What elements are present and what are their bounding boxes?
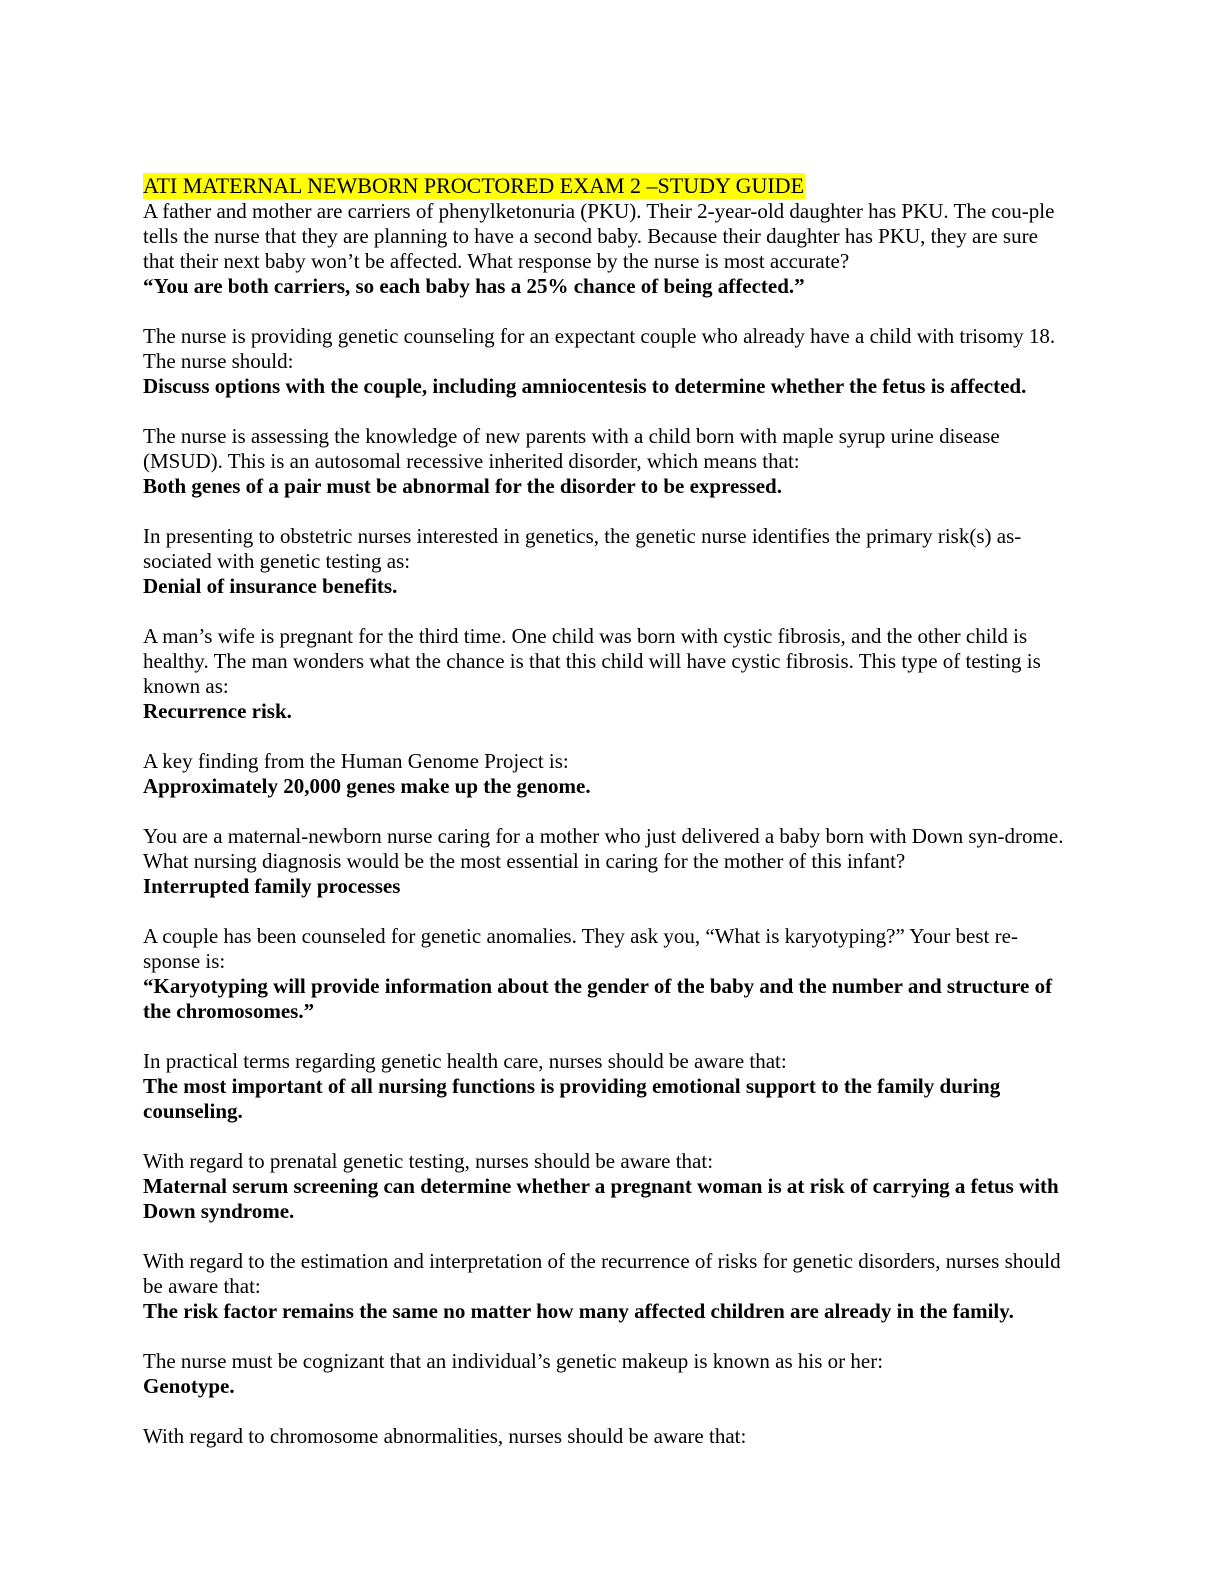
answer-text: Maternal serum screening can determine whether a pregnant woman is at risk of carrying a fetus with Down syndrome. bbox=[143, 1174, 1059, 1223]
qa-item-8 bbox=[143, 924, 1068, 1024]
question-text: A father and mother are carriers of phenylketonuria (PKU). Their 2-year-old daughter has PKU. The cou-ple tells the nurse that they are planning to have a second baby. Because their daughter has PKU, they are sure that their next baby won’t be affected. What response by the nurse is most accurate? bbox=[143, 199, 1055, 273]
question-text: The nurse is providing genetic counseling for an expectant couple who already have a child with trisomy 18. The nurse should: bbox=[143, 324, 1056, 373]
question-text: In presenting to obstetric nurses interested in genetics, the genetic nurse identifies the primary risk(s) as-sociated with genetic testing as: bbox=[143, 524, 1022, 573]
qa-item-5 bbox=[143, 624, 1068, 724]
answer-text: Recurrence risk. bbox=[143, 699, 292, 723]
question-text: The nurse is assessing the knowledge of new parents with a child born with maple syrup urine disease (MSUD). This is an autosomal recessive inherited disorder, which means that: bbox=[143, 424, 1000, 473]
qa-item-1 bbox=[143, 199, 1068, 299]
qa-item-11 bbox=[143, 1249, 1068, 1324]
qa-item-13 bbox=[143, 1424, 1068, 1449]
answer-text: Genotype. bbox=[143, 1374, 235, 1398]
answer-text: The most important of all nursing functions is providing emotional support to the family during counseling. bbox=[143, 1074, 1001, 1123]
question-text: With regard to chromosome abnormalities, nurses should be aware that: bbox=[143, 1424, 747, 1448]
qa-item-3 bbox=[143, 424, 1068, 499]
answer-text: Approximately 20,000 genes make up the genome. bbox=[143, 774, 591, 798]
answer-text: Discuss options with the couple, including amniocentesis to determine whether the fetus is affected. bbox=[143, 374, 1027, 398]
question-text: A couple has been counseled for genetic anomalies. They ask you, “What is karyotyping?” Your best re-sponse is: bbox=[143, 924, 1018, 973]
qa-item-9 bbox=[143, 1049, 1068, 1124]
question-text: A key finding from the Human Genome Project is: bbox=[143, 749, 569, 773]
answer-text: The risk factor remains the same no matter how many affected children are already in the family. bbox=[143, 1299, 1014, 1323]
qa-item-2 bbox=[143, 324, 1068, 399]
question-text: With regard to the estimation and interpretation of the recurrence of risks for genetic disorders, nurses should be aware that: bbox=[143, 1249, 1061, 1298]
qa-item-10 bbox=[143, 1149, 1068, 1224]
qa-item-12 bbox=[143, 1349, 1068, 1399]
qa-item-4 bbox=[143, 524, 1068, 599]
answer-text: “Karyotyping will provide information about the gender of the baby and the number and structure of the chromosomes.” bbox=[143, 974, 1053, 1023]
document-page bbox=[143, 173, 1068, 1474]
qa-item-7 bbox=[143, 824, 1068, 899]
question-text: The nurse must be cognizant that an individual’s genetic makeup is known as his or her: bbox=[143, 1349, 884, 1373]
answer-text: Denial of insurance benefits. bbox=[143, 574, 398, 598]
question-text: You are a maternal-newborn nurse caring for a mother who just delivered a baby born with Down syn-drome. What nursing diagnosis would be the most essential in caring for the mother of this infant? bbox=[143, 824, 1064, 873]
document-title: ATI MATERNAL NEWBORN PROCTORED EXAM 2 –STUDY GUIDE bbox=[143, 173, 805, 198]
question-text: A man’s wife is pregnant for the third time. One child was born with cystic fibrosis, and the other child is healthy. The man wonders what the chance is that this child will have cystic fibrosis. This type of testing is known as: bbox=[143, 624, 1041, 698]
qa-item-6 bbox=[143, 749, 1068, 799]
answer-text: Interrupted family processes bbox=[143, 874, 401, 898]
question-text: In practical terms regarding genetic health care, nurses should be aware that: bbox=[143, 1049, 787, 1073]
answer-text: “You are both carriers, so each baby has a 25% chance of being affected.” bbox=[143, 274, 805, 298]
answer-text: Both genes of a pair must be abnormal for the disorder to be expressed. bbox=[143, 474, 782, 498]
question-text: With regard to prenatal genetic testing, nurses should be aware that: bbox=[143, 1149, 714, 1173]
